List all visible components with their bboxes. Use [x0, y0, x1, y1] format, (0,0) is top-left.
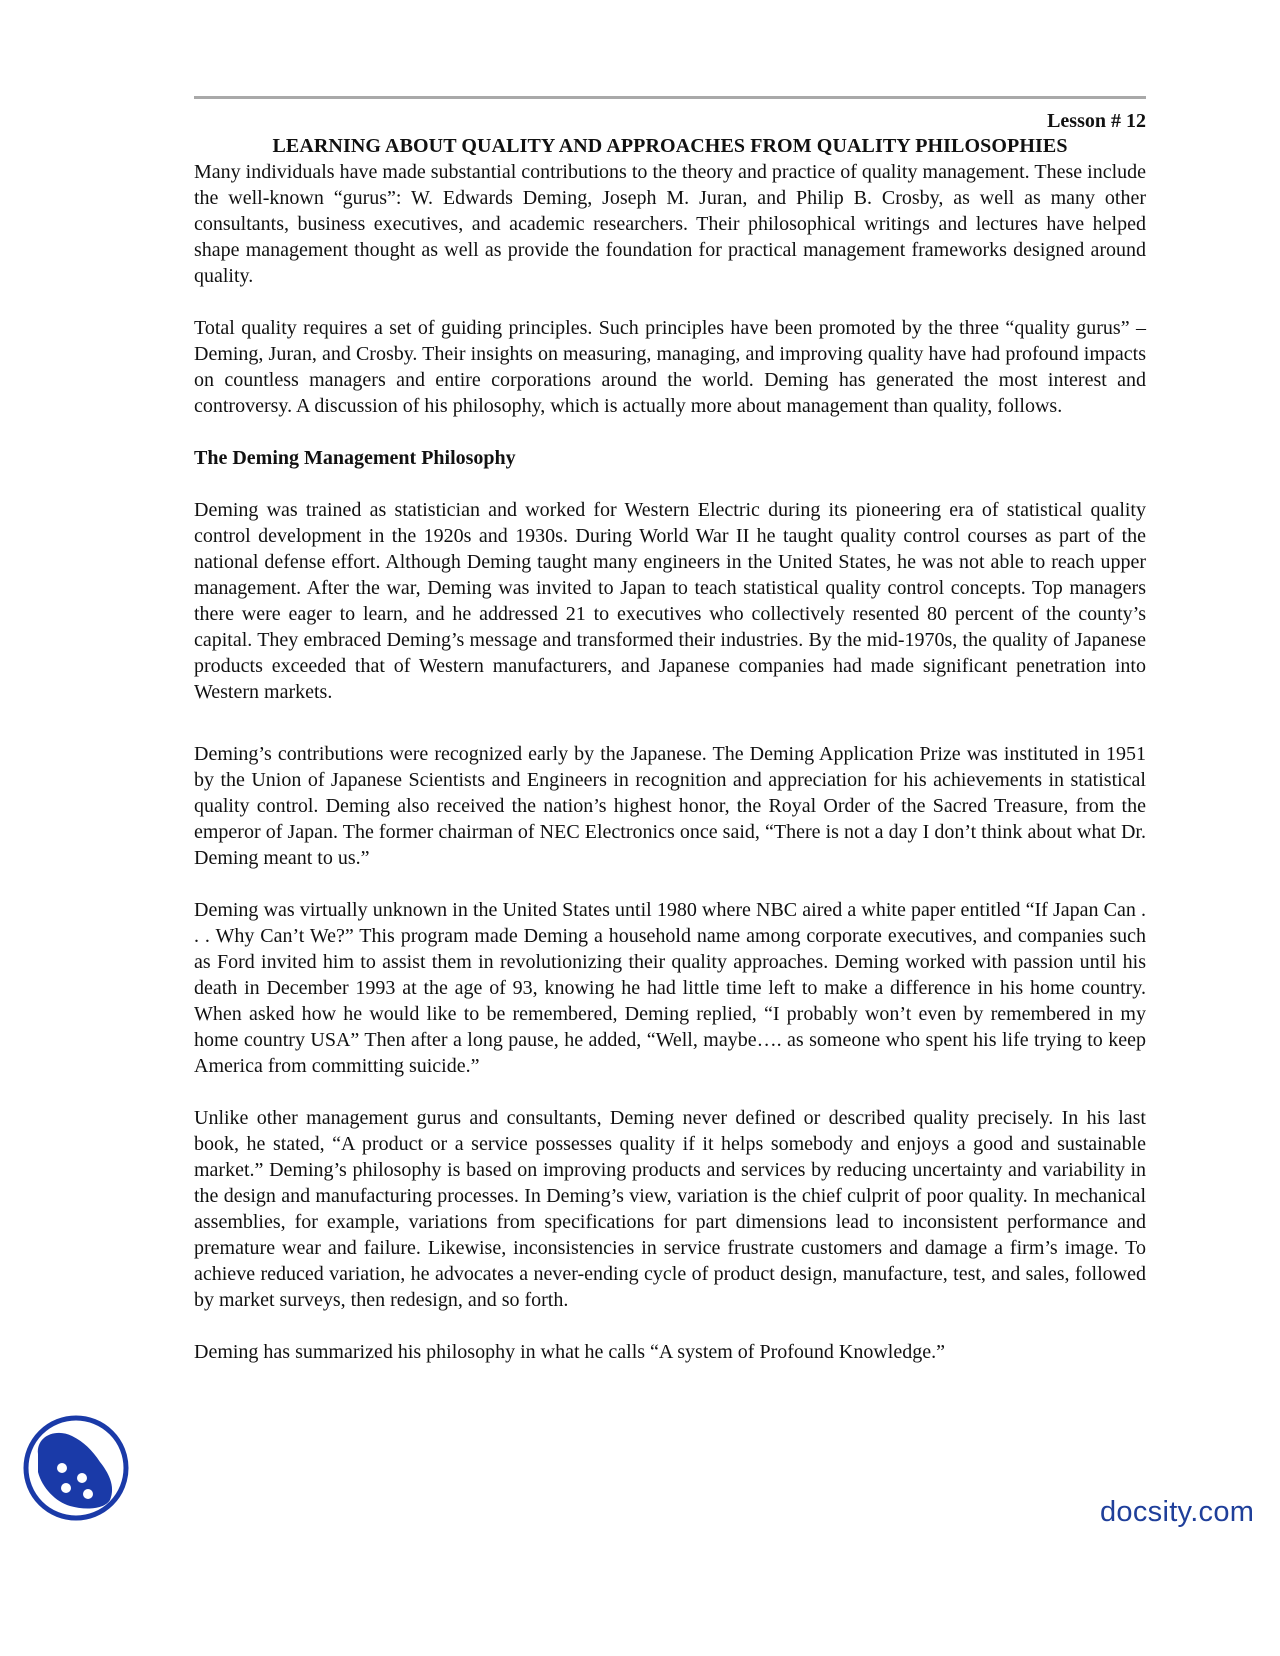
- docsity-logo-icon[interactable]: [22, 1414, 130, 1522]
- paragraph-guiding-principles: Total quality requires a set of guiding principles. Such principles have been promoted by the three “quality gurus” – Deming, Juran, and Crosby. Their insights on measuring, managing, and improving quality have had profound impacts on countless managers and entire corporations around the world. Deming has generated the most interest and controversy. A discussion of his philosophy, which is actually more about management than quality, follows.: [194, 317, 1146, 417]
- section-heading: The Deming Management Philosophy: [194, 447, 516, 469]
- paragraph-deming-quality: Unlike other management gurus and consultants, Deming never defined or described quality precisely. In his last book, he stated, “A product or a service possesses quality if it helps somebody and enjoys a good and sustainable market.” Deming’s philosophy is based on improving products and services by reducing uncertainty and variability in the design and manufacturing processes. In Deming’s view, variation is the chief culprit of poor quality. In mechanical assemblies, for example, variations from specifications for part dimensions lead to inconsistent performance and premature wear and failure. Likewise, inconsistencies in service frustrate customers and damage a firm’s image. To achieve reduced variation, he advocates a never-ending cycle of product design, manufacture, test, and sales, followed by market surveys, then redesign, and so forth.: [194, 1107, 1146, 1311]
- paragraph-profound-knowledge: Deming has summarized his philosophy in what he calls “A system of Profound Knowledge.”: [194, 1341, 945, 1363]
- page-title: LEARNING ABOUT QUALITY AND APPROACHES FROM QUALITY PHILOSOPHIES: [272, 135, 1068, 157]
- header-rule: [194, 96, 1146, 99]
- lesson-number: Lesson # 12: [1047, 110, 1146, 132]
- document-page: [194, 96, 1146, 1365]
- docsity-brand-link[interactable]: docsity.com: [1100, 1496, 1255, 1528]
- paragraph-intro: Many individuals have made substantial contributions to the theory and practice of quality management. These include the well-known “gurus”: W. Edwards Deming, Joseph M. Juran, and Philip B. Crosby, as well as many other consultants, business executives, and academic researchers. Their philosophical writings and lectures have helped shape management thought as well as provide the foundation for practical management frameworks designed around quality.: [194, 161, 1146, 287]
- paragraph-deming-background: Deming was trained as statistician and worked for Western Electric during its pioneering era of statistical quality control development in the 1920s and 1930s. During World War II he taught quality control courses as part of the national defense effort. Although Deming taught many engineers in the United States, he was not able to reach upper management. After the war, Deming was invited to Japan to teach statistical quality control concepts. Top managers there were eager to learn, and he addressed 21 to executives who collectively resented 80 percent of the county’s capital. They embraced Deming’s message and transformed their industries. By the mid-1970s, the quality of Japanese products exceeded that of Western manufacturers, and Japanese companies had made significant penetration into Western markets.: [194, 499, 1146, 703]
- paragraph-deming-usa: Deming was virtually unknown in the United States until 1980 where NBC aired a white paper entitled “If Japan Can . . . Why Can’t We?” This program made Deming a household name among corporate executives, and companies such as Ford invited him to assist them in revolutionizing their quality approaches. Deming worked with passion until his death in December 1993 at the age of 93, knowing he had little time left to make a difference in his home country. When asked how he would like to be remembered, Deming replied, “I probably won’t even by remembered in my home country USA” Then after a long pause, he added, “Well, maybe…. as someone who spent his life trying to keep America from committing suicide.”: [194, 899, 1146, 1077]
- paragraph-deming-recognition: Deming’s contributions were recognized early by the Japanese. The Deming Application Prize was instituted in 1951 by the Union of Japanese Scientists and Engineers in recognition and appreciation for his achievements in statistical quality control. Deming also received the nation’s highest honor, the Royal Order of the Sacred Treasure, from the emperor of Japan. The former chairman of NEC Electronics once said, “There is not a day I don’t think about what Dr. Deming meant to us.”: [194, 743, 1146, 869]
